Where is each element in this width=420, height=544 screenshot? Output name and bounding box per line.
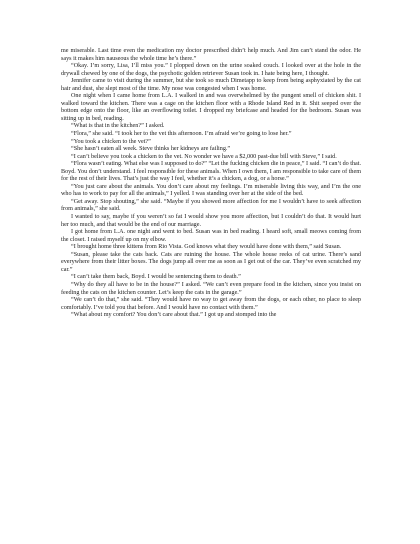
paragraph: “I brought home three kittens from Rio Vista. God knows what they would have done with them,” said Susan. — [71, 244, 342, 251]
paragraph: I wanted to say, maybe if you weren’t so fat I would show you more affection, but I couldn’t do that. It would hurt her too much, and that would be the end of our marriage. — [61, 214, 361, 228]
paragraph: “Why do they all have to be in the house?” I asked. “We can’t even prepare food in the kitchen, since you insist on feeding the cats on the kitchen counter. Let’s keep the cats in the garage.” — [61, 281, 361, 296]
paragraph: “What is that in the kitchen?” I asked. — [71, 123, 165, 130]
paragraph: “Susan, please take the cats back. Cats are ruining the house. The whole house reeks of cat urine. There’s sand everywhere from their litter boxes. The dogs jump all over me as soon as I get out of the car. They’ve even scratched my car.” — [61, 251, 361, 273]
paragraph: “Okay. I’m sorry, Lisa, I’ll miss you.” I plopped down on the urine soaked couch. I looked over at the hole in the drywall chewed by one of the dogs, the psychotic golden retriever Susan took in. I hate being here, I thought. — [61, 63, 361, 77]
paragraph: me miserable. Last time even the medication my doctor prescribed didn’t help much. And Jim can’t stand the odor. He says it makes him nauseous the whole time he’s there.” — [61, 48, 361, 62]
paragraph: I got home from L.A. one night and went to bed. Susan was in bed reading. I heard soft, small meows coming from the closet. I raised myself up on my elbow. — [61, 229, 361, 243]
paragraph: “I can’t believe you took a chicken to the vet. No wonder we have a $2,000 past-due bill with Steve,” I said. — [71, 153, 337, 160]
document-page — [61, 48, 361, 320]
paragraph: One night when I came home from L.A. I walked in and was overwhelmed by the pungent smell of chicken shit. I walked toward the kitchen. There was a cage on the kitchen floor with a Rhode Island Red in it. Shit seeped over the bottom edge onto the floor, like an overflowing toilet. I dropped my briefcase and headed for the bedroom. Susan was sitting up in bed, reading. — [61, 93, 361, 122]
paragraph: “Get away. Stop shouting,” she said. “Maybe if you showed more affection for me I wouldn’t have to seek affection from animals,” she said. — [61, 198, 361, 213]
paragraph: “Flora,” she said. “I took her to the vet this afternoon. I’m afraid we’re going to lose her.” — [71, 131, 292, 138]
paragraph: “What about my comfort? You don’t care about that.” I got up and stomped into the — [71, 312, 277, 319]
paragraph: “I can’t take them back, Boyd. I would be sentencing them to death.” — [71, 274, 241, 281]
paragraph: “She hasn’t eaten all week. Steve thinks her kidneys are failing.” — [71, 146, 231, 153]
paragraph: “You just care about the animals. You don’t care about my feelings. I’m miserable living this way, and I’m the one who has to work to pay for all the animals,” I yelled. I was standing over her at the side of the bed. — [61, 183, 361, 198]
paragraph: Jennifer came to visit during the summer, but she took so much Dimetapp to keep from being asphyxiated by the cat hair and dust, she slept most of the time. My nose was congested when I was home. — [61, 78, 361, 92]
paragraph: “Flora wasn’t eating. What else was I supposed to do?” “Let the fucking chicken die in peace,” I said. “I can’t do that. Boyd. You don’t understand. I feel responsible for these animals. When I own them, I am responsible to take care of them for the rest of their lives. That’s just the way I feel, whether it’s a chicken, a dog, or a horse.” — [61, 161, 361, 183]
paragraph: “You took a chicken to the vet?” — [71, 138, 151, 145]
paragraph: “We can’t do that,” she said. “They would have no way to get away from the dogs, or each other, no place to sleep comfortably. I’ve told you that before. And I would have no contact with them.” — [61, 297, 361, 311]
